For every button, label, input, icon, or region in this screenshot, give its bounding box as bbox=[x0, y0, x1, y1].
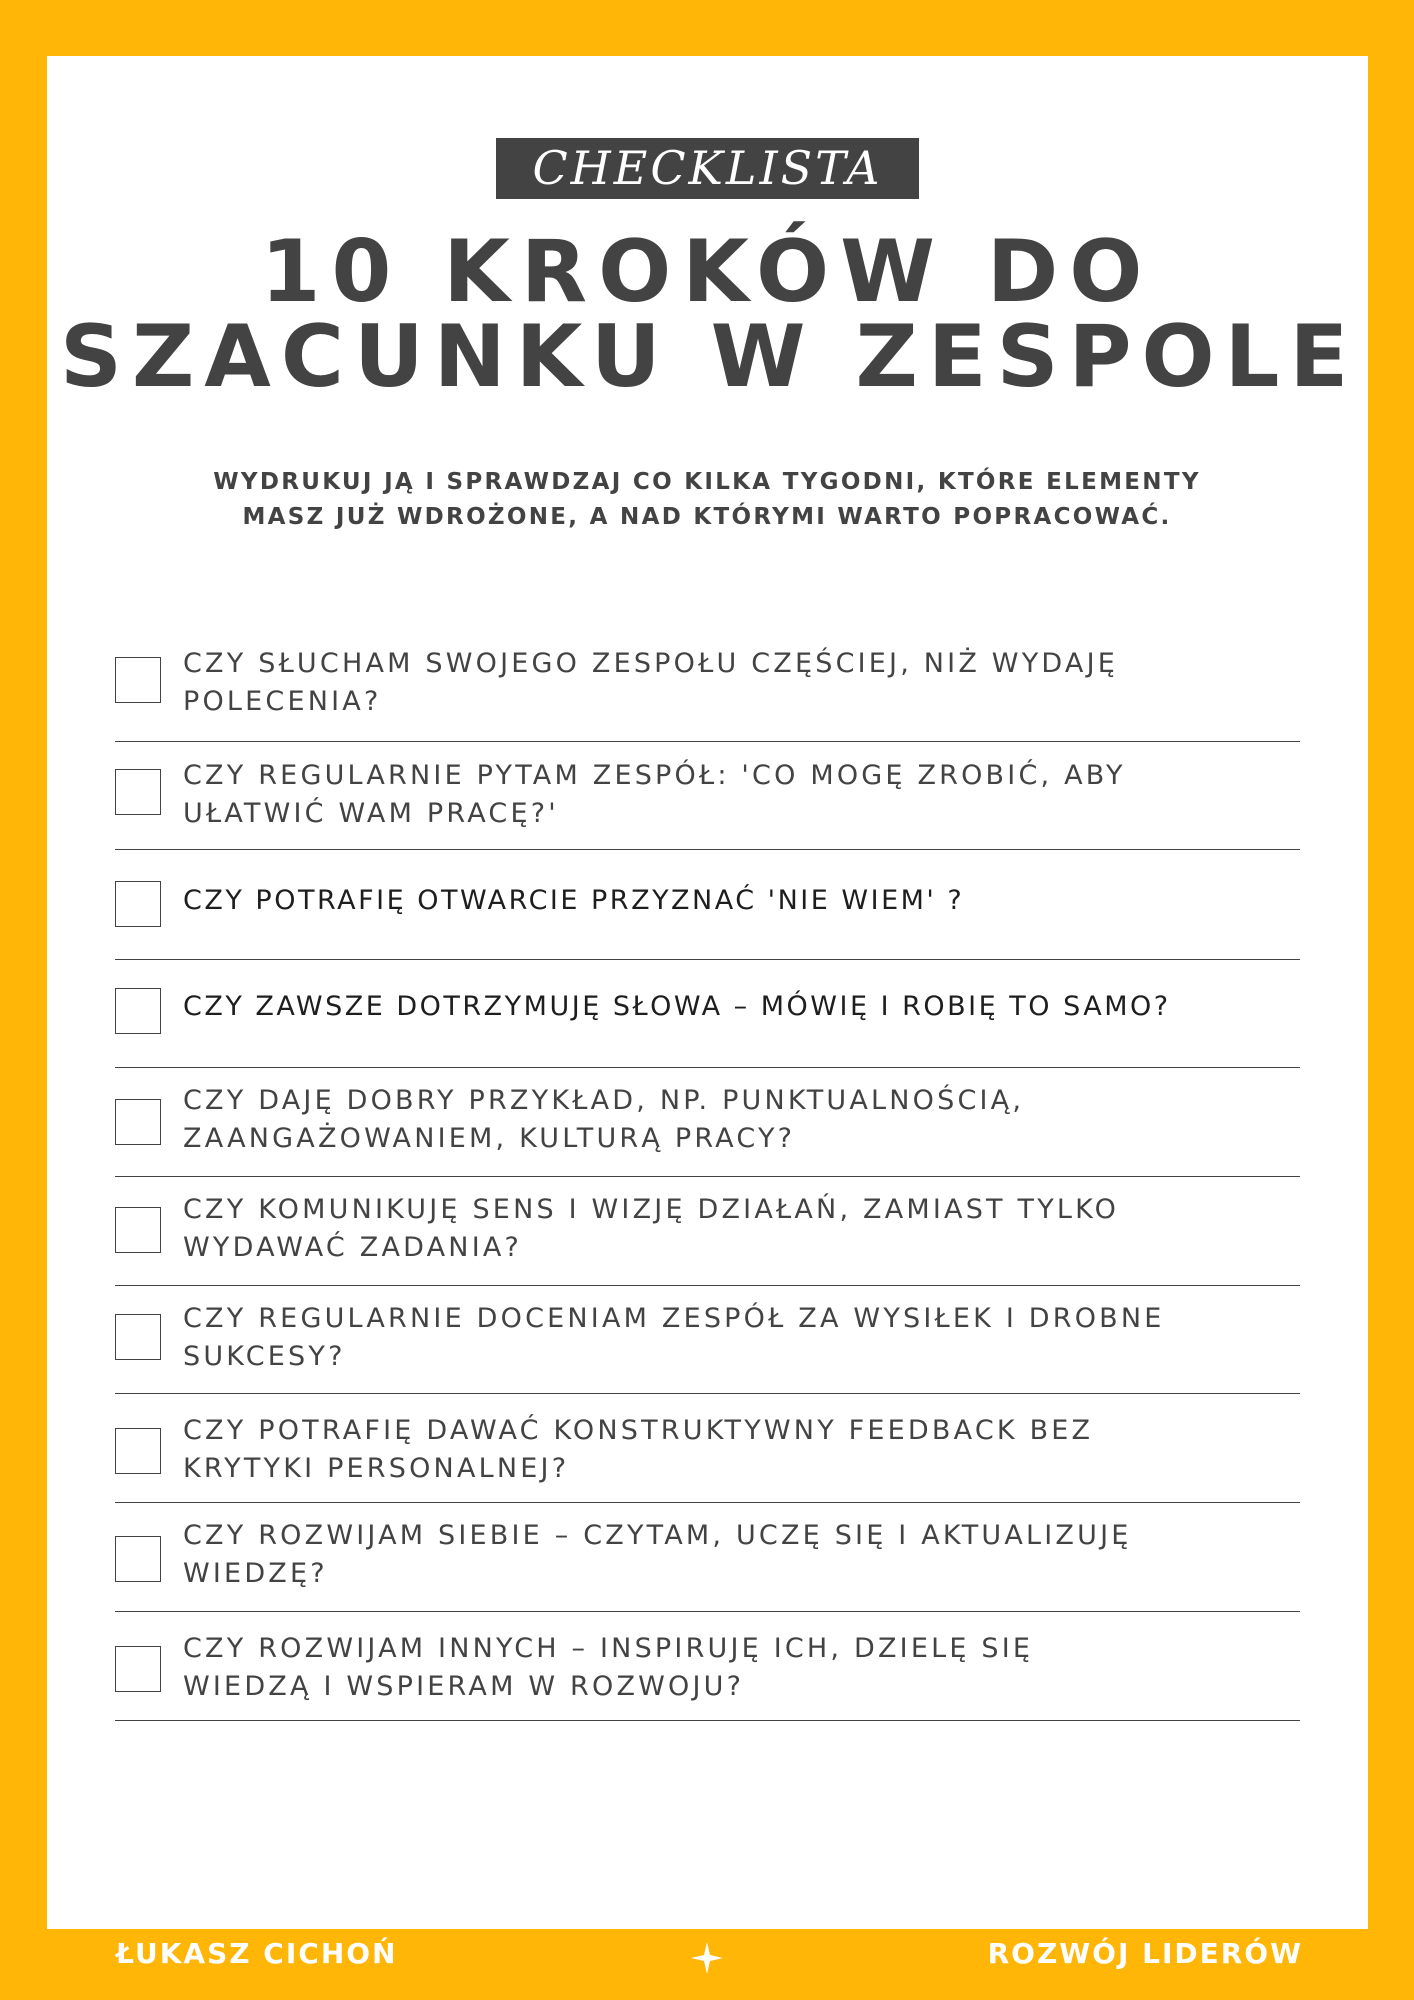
sparkle-star-icon bbox=[690, 1941, 724, 1975]
subtitle-line-1: WYDRUKUJ JĄ I SPRAWDZAJ CO KILKA TYGODNI, KTÓRE ELEMENTY bbox=[213, 469, 1201, 495]
question-10-line-1: CZY ROZWIJAM INNYCH – INSPIRUJĘ ICH, DZIELĘ SIĘ bbox=[183, 1633, 1034, 1664]
divider bbox=[115, 959, 1300, 960]
subtitle-line-2: MASZ JUŻ WDROŻONE, A NAD KTÓRYMI WARTO POPRACOWAĆ. bbox=[242, 504, 1172, 530]
question-5-line-1: CZY DAJĘ DOBRY PRZYKŁAD, NP. PUNKTUALNOŚCIĄ, bbox=[183, 1085, 1025, 1116]
question-9-line-2: WIEDZĘ? bbox=[183, 1558, 328, 1589]
question-7-line-2: SUKCESY? bbox=[183, 1341, 346, 1372]
checkbox-8[interactable] bbox=[115, 1428, 161, 1474]
question-2-line-1: CZY REGULARNIE PYTAM ZESPÓŁ: 'CO MOGĘ ZROBIĆ, ABY bbox=[183, 760, 1126, 791]
question-6-line-1: CZY KOMUNIKUJĘ SENS I WIZJĘ DZIAŁAŃ, ZAMIAST TYLKO bbox=[183, 1194, 1120, 1225]
checkbox-5[interactable] bbox=[115, 1099, 161, 1145]
divider bbox=[115, 1176, 1300, 1177]
question-2-line-2: UŁATWIĆ WAM PRACĘ?' bbox=[183, 798, 559, 829]
divider bbox=[115, 1067, 1300, 1068]
divider bbox=[115, 1611, 1300, 1612]
footer-author: ŁUKASZ CICHOŃ bbox=[116, 1937, 398, 1970]
checklist-badge: CHECKLISTA bbox=[496, 138, 919, 199]
checkbox-3[interactable] bbox=[115, 881, 161, 927]
question-5-line-2: ZAANGAŻOWANIEM, KULTURĄ PRACY? bbox=[183, 1123, 796, 1154]
question-8-line-1: CZY POTRAFIĘ DAWAĆ KONSTRUKTYWNY FEEDBACK BEZ bbox=[183, 1415, 1094, 1446]
divider bbox=[115, 1285, 1300, 1286]
divider bbox=[115, 849, 1300, 850]
page-title-line-2: SZACUNKU W ZESPOLE bbox=[60, 307, 1359, 407]
checkbox-9[interactable] bbox=[115, 1536, 161, 1582]
divider bbox=[115, 1393, 1300, 1394]
page-title-line-1: 10 KROKÓW DO bbox=[260, 222, 1154, 322]
question-4-line-1: CZY ZAWSZE DOTRZYMUJĘ SŁOWA – MÓWIĘ I ROBIĘ TO SAMO? bbox=[183, 991, 1171, 1022]
checkbox-6[interactable] bbox=[115, 1207, 161, 1253]
divider bbox=[115, 1720, 1300, 1721]
footer-brand: ROZWÓJ LIDERÓW bbox=[987, 1937, 1303, 1970]
question-10-line-2: WIEDZĄ I WSPIERAM W ROZWOJU? bbox=[183, 1671, 745, 1702]
checkbox-7[interactable] bbox=[115, 1314, 161, 1360]
checkbox-1[interactable] bbox=[115, 657, 161, 703]
divider bbox=[115, 741, 1300, 742]
question-1-line-1: CZY SŁUCHAM SWOJEGO ZESPOŁU CZĘŚCIEJ, NIŻ WYDAJĘ bbox=[183, 648, 1119, 679]
checkbox-10[interactable] bbox=[115, 1646, 161, 1692]
question-6-line-2: WYDAWAĆ ZADANIA? bbox=[183, 1232, 523, 1263]
question-7-line-1: CZY REGULARNIE DOCENIAM ZESPÓŁ ZA WYSIŁEK I DROBNE bbox=[183, 1303, 1165, 1334]
divider bbox=[115, 1502, 1300, 1503]
checkbox-2[interactable] bbox=[115, 769, 161, 815]
question-8-line-2: KRYTYKI PERSONALNEJ? bbox=[183, 1453, 570, 1484]
question-3-line-1: CZY POTRAFIĘ OTWARCIE PRZYZNAĆ 'NIE WIEM' ? bbox=[183, 885, 965, 916]
checkbox-4[interactable] bbox=[115, 988, 161, 1034]
question-9-line-1: CZY ROZWIJAM SIEBIE – CZYTAM, UCZĘ SIĘ I AKTUALIZUJĘ bbox=[183, 1520, 1132, 1551]
question-1-line-2: POLECENIA? bbox=[183, 686, 382, 717]
